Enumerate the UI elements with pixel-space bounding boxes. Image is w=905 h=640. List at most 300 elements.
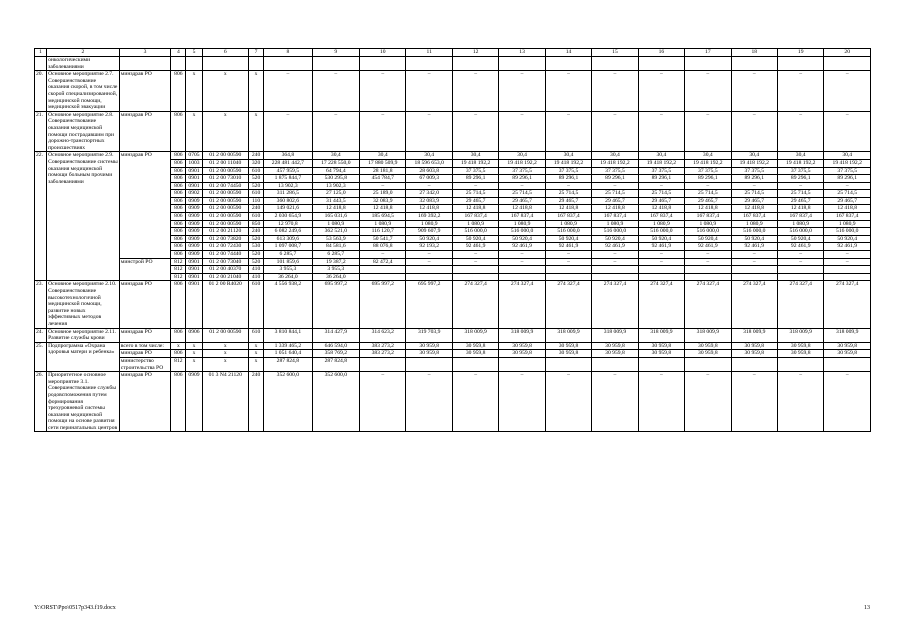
code-cell: 0901 xyxy=(186,182,202,190)
amount-cell: – xyxy=(592,111,638,152)
measure-name: Основное мероприятие 2.9. Совершенствование системы оказания медицинской помощи больным прочими заболеваниями xyxy=(47,152,120,281)
amount-cell: 1 080,9 xyxy=(312,220,359,228)
table-row xyxy=(35,57,871,71)
code-cell: 01 2 00 00590 xyxy=(202,220,248,228)
amount-cell xyxy=(545,266,591,274)
amount-cell: 19 418 192,2 xyxy=(824,159,871,167)
amount-cell: – xyxy=(731,372,777,432)
amount-cell: 18 596 653,0 xyxy=(406,159,452,167)
table-cell xyxy=(119,57,170,71)
code-cell: 01 2 00 00590 xyxy=(202,167,248,175)
amount-cell: 89 296,1 xyxy=(592,175,638,183)
code-cell: 806 xyxy=(171,213,186,221)
table-cell xyxy=(452,57,498,71)
amount-cell: 92 461,9 xyxy=(685,243,731,251)
code-cell: х xyxy=(202,342,248,350)
amount-cell: 25 714,5 xyxy=(638,190,684,198)
code-cell: 806 xyxy=(171,243,186,251)
amount-cell: 1 080,9 xyxy=(360,220,406,228)
code-cell: 520 xyxy=(249,235,264,243)
amount-cell: 37 375,5 xyxy=(638,167,684,175)
table-row xyxy=(35,281,871,328)
amount-cell: 37 375,5 xyxy=(824,167,871,175)
measure-name: Подпрограмма «Охрана здоровья матери и ребенка» xyxy=(47,342,120,371)
code-cell: 0906 xyxy=(186,328,202,342)
amount-cell: – xyxy=(731,111,777,152)
amount-cell: 695 997,2 xyxy=(360,281,406,328)
amount-cell: 30 959,8 xyxy=(638,350,684,358)
table-cell xyxy=(249,57,264,71)
code-cell: 0901 xyxy=(186,167,202,175)
code-cell: 01 2 00 00590 xyxy=(202,190,248,198)
amount-cell: 29 465,7 xyxy=(685,197,731,205)
code-cell: 01 2 00 00590 xyxy=(202,328,248,342)
row-number: 20. xyxy=(35,71,47,112)
code-cell: 01 2 00 72430 xyxy=(202,243,248,251)
amount-cell: 318 009,9 xyxy=(824,328,871,342)
amount-cell: 30,4 xyxy=(360,152,406,160)
code-cell: 01 2 00 74450 xyxy=(202,182,248,190)
amount-cell: 27 342,0 xyxy=(406,190,452,198)
amount-cell: 25 714,5 xyxy=(824,190,871,198)
code-cell: 806 xyxy=(171,182,186,190)
amount-cell: 53 563,9 xyxy=(312,235,359,243)
amount-cell: 19 418 192,2 xyxy=(545,159,591,167)
amount-cell: 30,4 xyxy=(638,152,684,160)
amount-cell: – xyxy=(685,372,731,432)
amount-cell: – xyxy=(638,182,684,190)
row-number: 23. xyxy=(35,281,47,328)
amount-cell xyxy=(685,266,731,274)
table-cell xyxy=(186,57,202,71)
amount-cell: – xyxy=(264,111,312,152)
amount-cell: 167 837,4 xyxy=(452,213,498,221)
table-cell xyxy=(777,57,823,71)
amount-cell: 30,4 xyxy=(592,152,638,160)
code-cell: 0902 xyxy=(186,190,202,198)
amount-cell: 516 000,0 xyxy=(592,228,638,236)
amount-cell: 383 273,2 xyxy=(360,342,406,350)
amount-cell xyxy=(452,357,498,371)
amount-cell: – xyxy=(545,251,591,259)
amount-cell: 92 461,9 xyxy=(452,243,498,251)
code-cell: х xyxy=(202,350,248,358)
code-cell: 610 xyxy=(249,167,264,175)
amount-cell: – xyxy=(592,182,638,190)
amount-cell: 274 327,4 xyxy=(777,281,823,328)
amount-cell: – xyxy=(499,258,545,266)
amount-cell: 30,4 xyxy=(406,152,452,160)
amount-cell: 530 295,8 xyxy=(312,175,359,183)
column-header: 3 xyxy=(119,49,170,57)
budget-table-sheet xyxy=(34,48,871,432)
amount-cell: 457 959,5 xyxy=(264,167,312,175)
code-cell: х xyxy=(202,71,248,112)
amount-cell: 30 959,8 xyxy=(499,350,545,358)
amount-cell xyxy=(545,273,591,281)
code-cell: 0901 xyxy=(186,281,202,328)
amount-cell: – xyxy=(638,372,684,432)
code-cell: х xyxy=(186,342,202,350)
amount-cell: 89 296,1 xyxy=(452,175,498,183)
code-cell: 520 xyxy=(249,182,264,190)
code-cell: 01 2 00 21040 xyxy=(202,273,248,281)
code-cell: 806 xyxy=(171,152,186,160)
amount-cell: – xyxy=(360,111,406,152)
amount-cell xyxy=(360,273,406,281)
amount-cell: – xyxy=(499,372,545,432)
amount-cell: 37 375,5 xyxy=(592,167,638,175)
amount-cell: 1 080,9 xyxy=(452,220,498,228)
code-cell: 520 xyxy=(249,175,264,183)
table-row xyxy=(35,152,871,160)
amount-cell: 28 181,8 xyxy=(360,167,406,175)
executor: минздрав РО xyxy=(119,350,170,358)
amount-cell: 167 837,4 xyxy=(685,213,731,221)
amount-cell: 89 296,1 xyxy=(824,175,871,183)
amount-cell: 12 418,8 xyxy=(452,205,498,213)
amount-cell: 19 387,2 xyxy=(312,258,359,266)
budget-table xyxy=(34,48,871,432)
amount-cell: – xyxy=(824,182,871,190)
column-header: 8 xyxy=(264,49,312,57)
amount-cell: 30 959,8 xyxy=(545,350,591,358)
amount-cell: 12 418,8 xyxy=(312,205,359,213)
amount-cell: – xyxy=(545,111,591,152)
amount-cell: – xyxy=(824,258,871,266)
code-cell: 410 xyxy=(249,273,264,281)
code-cell: 0909 xyxy=(186,197,202,205)
amount-cell: 383 273,2 xyxy=(360,350,406,358)
table-cell xyxy=(499,57,545,71)
measure-name: Приоритетное основное мероприятие 3.1. Совершенствование службы родовспоможения путем формирования трехуровневой системы оказания медицинской помощи на основе развития сети перинатальных центров xyxy=(47,372,120,432)
code-cell: 0909 xyxy=(186,243,202,251)
amount-cell: 274 327,4 xyxy=(499,281,545,328)
table-row xyxy=(35,350,871,358)
code-cell: 240 xyxy=(249,152,264,160)
amount-cell: 37 375,5 xyxy=(777,167,823,175)
column-header: 20 xyxy=(824,49,871,57)
amount-cell: – xyxy=(499,111,545,152)
amount-cell: 32 083,9 xyxy=(406,197,452,205)
column-header: 14 xyxy=(545,49,591,57)
amount-cell: – xyxy=(777,182,823,190)
amount-cell: 1 097 008,7 xyxy=(264,243,312,251)
amount-cell: 19 418 192,2 xyxy=(592,159,638,167)
amount-cell: 30 959,8 xyxy=(777,342,823,350)
code-cell: 812 xyxy=(171,258,186,266)
code-cell: х xyxy=(249,71,264,112)
code-cell: х xyxy=(249,357,264,371)
amount-cell: – xyxy=(360,71,406,112)
amount-cell: 274 327,4 xyxy=(824,281,871,328)
amount-cell xyxy=(406,273,452,281)
code-cell: 806 xyxy=(171,175,186,183)
amount-cell: 516 000,0 xyxy=(777,228,823,236)
amount-cell: 50 920,4 xyxy=(731,235,777,243)
executor: минздрав РО xyxy=(119,111,170,152)
executor: всего в том числе: xyxy=(119,342,170,350)
amount-cell: 19 418 192,2 xyxy=(452,159,498,167)
amount-cell: – xyxy=(452,71,498,112)
amount-cell: 29 465,7 xyxy=(592,197,638,205)
amount-cell: 37 375,5 xyxy=(452,167,498,175)
table-row xyxy=(35,372,871,432)
code-cell: 806 xyxy=(171,372,186,432)
amount-cell xyxy=(452,266,498,274)
amount-cell: 167 837,4 xyxy=(499,213,545,221)
amount-cell: 92 461,9 xyxy=(824,243,871,251)
amount-cell: – xyxy=(685,251,731,259)
code-cell: 806 xyxy=(171,281,186,328)
amount-cell: – xyxy=(592,251,638,259)
amount-cell: – xyxy=(685,71,731,112)
table-row xyxy=(35,258,871,266)
code-cell: 320 xyxy=(249,159,264,167)
amount-cell: 92 461,9 xyxy=(499,243,545,251)
executor: минстрой РО xyxy=(119,258,170,281)
amount-cell: 12 418,8 xyxy=(731,205,777,213)
amount-cell: 30 959,8 xyxy=(685,350,731,358)
amount-cell: – xyxy=(452,111,498,152)
header-row xyxy=(35,49,871,57)
amount-cell: 28 603,8 xyxy=(406,167,452,175)
amount-cell: 89 296,1 xyxy=(499,175,545,183)
amount-cell: 31 443,5 xyxy=(312,197,359,205)
amount-cell: 30 959,8 xyxy=(824,342,871,350)
amount-cell: 30,4 xyxy=(731,152,777,160)
page-number: 13 xyxy=(864,605,870,611)
amount-cell: – xyxy=(824,111,871,152)
amount-cell: – xyxy=(406,182,452,190)
amount-cell: 30,4 xyxy=(685,152,731,160)
amount-cell: 25 714,5 xyxy=(592,190,638,198)
column-header: 7 xyxy=(249,49,264,57)
amount-cell: 3 955,3 xyxy=(312,266,359,274)
amount-cell: 318 009,9 xyxy=(592,328,638,342)
amount-cell: – xyxy=(312,71,359,112)
executor: министерство строительства РО xyxy=(119,357,170,371)
amount-cell: – xyxy=(685,111,731,152)
amount-cell: 274 327,4 xyxy=(592,281,638,328)
amount-cell: 274 327,4 xyxy=(452,281,498,328)
amount-cell: 287 824,8 xyxy=(264,357,312,371)
code-cell: 806 xyxy=(171,251,186,259)
amount-cell: 32 083,9 xyxy=(360,197,406,205)
amount-cell xyxy=(499,266,545,274)
amount-cell xyxy=(638,273,684,281)
amount-cell: 36 264,0 xyxy=(312,273,359,281)
amount-cell: 25 714,5 xyxy=(545,190,591,198)
amount-cell: 314 623,2 xyxy=(360,328,406,342)
code-cell: 0901 xyxy=(186,266,202,274)
executor: минздрав РО xyxy=(119,372,170,432)
amount-cell: 30 959,8 xyxy=(499,342,545,350)
amount-cell: 30,4 xyxy=(312,152,359,160)
amount-cell: – xyxy=(731,71,777,112)
code-cell: 0909 xyxy=(186,228,202,236)
row-number: 22. xyxy=(35,152,47,281)
amount-cell: – xyxy=(824,372,871,432)
amount-cell: 92 461,9 xyxy=(592,243,638,251)
table-cell xyxy=(545,57,591,71)
amount-cell: – xyxy=(452,251,498,259)
code-cell: 806 xyxy=(171,205,186,213)
code-cell: 01 2 00 73040 xyxy=(202,258,248,266)
amount-cell: 13 902,3 xyxy=(312,182,359,190)
amount-cell: – xyxy=(731,182,777,190)
code-cell: 01 2 00 73010 xyxy=(202,175,248,183)
column-header: 10 xyxy=(360,49,406,57)
code-cell: 530 xyxy=(249,243,264,251)
code-cell: 610 xyxy=(249,190,264,198)
amount-cell: 1 080,9 xyxy=(406,220,452,228)
amount-cell: 1 875 844,7 xyxy=(264,175,312,183)
code-cell: 01 2 00 74440 xyxy=(202,251,248,259)
amount-cell: 30,4 xyxy=(452,152,498,160)
code-cell: 0909 xyxy=(186,372,202,432)
column-header: 9 xyxy=(312,49,359,57)
amount-cell: 30 959,8 xyxy=(592,350,638,358)
code-cell: х xyxy=(186,350,202,358)
amount-cell: 646 594,0 xyxy=(312,342,359,350)
amount-cell: 12 418,8 xyxy=(824,205,871,213)
amount-cell: 50 920,4 xyxy=(638,235,684,243)
amount-cell: 30 959,8 xyxy=(685,342,731,350)
code-cell: 812 xyxy=(171,266,186,274)
executor: минздрав РО xyxy=(119,152,170,258)
amount-cell: 89 296,1 xyxy=(545,175,591,183)
amount-cell: 29 465,7 xyxy=(731,197,777,205)
amount-cell: 50 920,4 xyxy=(499,235,545,243)
amount-cell: 167 837,4 xyxy=(545,213,591,221)
amount-cell: 165 031,6 xyxy=(312,213,359,221)
row-number: 25. xyxy=(35,342,47,371)
amount-cell: 19 418 192,2 xyxy=(638,159,684,167)
code-cell: 01 2 00 40370 xyxy=(202,266,248,274)
code-cell: 806 xyxy=(171,220,186,228)
amount-cell xyxy=(731,357,777,371)
amount-cell: – xyxy=(452,372,498,432)
amount-cell xyxy=(824,273,871,281)
amount-cell: – xyxy=(731,251,777,259)
amount-cell: 167 837,4 xyxy=(824,213,871,221)
amount-cell: – xyxy=(360,182,406,190)
amount-cell: 92 461,9 xyxy=(545,243,591,251)
column-header: 1 xyxy=(35,49,47,57)
amount-cell: 516 000,0 xyxy=(824,228,871,236)
amount-cell: 37 375,5 xyxy=(731,167,777,175)
code-cell: х xyxy=(202,111,248,152)
footer-file-path: Y:\ORST\Ppo\0517p343.f19.docx xyxy=(34,605,116,611)
amount-cell xyxy=(499,273,545,281)
amount-cell: 29 465,7 xyxy=(824,197,871,205)
amount-cell: 3 810 844,1 xyxy=(264,328,312,342)
amount-cell xyxy=(731,266,777,274)
amount-cell: 149 021,6 xyxy=(264,205,312,213)
table-cell xyxy=(638,57,684,71)
amount-cell: 1 080,9 xyxy=(731,220,777,228)
amount-cell: 30 959,8 xyxy=(731,342,777,350)
amount-cell: 516 000,0 xyxy=(731,228,777,236)
code-cell: 01 2 00 00590 xyxy=(202,152,248,160)
table-row xyxy=(35,328,871,342)
amount-cell: 50 920,4 xyxy=(545,235,591,243)
amount-cell xyxy=(406,357,452,371)
amount-cell: 185 694,5 xyxy=(360,213,406,221)
amount-cell: 318 009,9 xyxy=(452,328,498,342)
code-cell: 806 xyxy=(171,228,186,236)
code-cell: 240 xyxy=(249,205,264,213)
amount-cell xyxy=(592,273,638,281)
code-cell: 806 xyxy=(171,190,186,198)
code-cell: 806 xyxy=(171,197,186,205)
amount-cell: 3 955,3 xyxy=(264,266,312,274)
amount-cell: – xyxy=(685,258,731,266)
code-cell: 0901 xyxy=(186,273,202,281)
amount-cell: 909 607,9 xyxy=(406,228,452,236)
amount-cell: 12 970,8 xyxy=(264,220,312,228)
amount-cell: – xyxy=(406,372,452,432)
code-cell: х xyxy=(249,111,264,152)
executor: минздрав РО xyxy=(119,71,170,112)
amount-cell: 318 009,9 xyxy=(638,328,684,342)
amount-cell xyxy=(777,266,823,274)
table-row xyxy=(35,111,871,152)
amount-cell: 1 080,9 xyxy=(638,220,684,228)
amount-cell: 12 418,8 xyxy=(360,205,406,213)
code-cell: 0909 xyxy=(186,235,202,243)
code-cell: 806 xyxy=(171,159,186,167)
amount-cell: 92 461,9 xyxy=(638,243,684,251)
amount-cell: 50 920,4 xyxy=(777,235,823,243)
table-cell xyxy=(824,57,871,71)
amount-cell: 50 920,4 xyxy=(592,235,638,243)
amount-cell: 169 392,2 xyxy=(406,213,452,221)
amount-cell: 274 327,4 xyxy=(545,281,591,328)
amount-cell xyxy=(824,357,871,371)
amount-cell: 516 000,0 xyxy=(452,228,498,236)
amount-cell: 89 296,1 xyxy=(777,175,823,183)
amount-cell: 30 959,8 xyxy=(545,342,591,350)
code-cell: х xyxy=(186,71,202,112)
table-row xyxy=(35,342,871,350)
amount-cell: 364,8 xyxy=(264,152,312,160)
amount-cell: 358 769,2 xyxy=(312,350,359,358)
amount-cell: – xyxy=(264,71,312,112)
amount-cell: 30 959,8 xyxy=(777,350,823,358)
amount-cell: 12 418,8 xyxy=(499,205,545,213)
amount-cell: 613 309,6 xyxy=(264,235,312,243)
amount-cell: – xyxy=(685,182,731,190)
amount-cell: 12 418,8 xyxy=(685,205,731,213)
measure-name: Основное мероприятие 2.7. Совершенствование оказания скорой, в том числе скорой специализированной, медицинской помощи, медицинской эвакуации xyxy=(48,71,118,111)
table-cell xyxy=(35,57,47,71)
column-header: 15 xyxy=(592,49,638,57)
code-cell: 520 xyxy=(249,251,264,259)
code-cell: 806 xyxy=(171,235,186,243)
amount-cell: – xyxy=(545,258,591,266)
code-cell: 806 xyxy=(171,167,186,175)
amount-cell: 1 080,9 xyxy=(499,220,545,228)
code-cell: 0901 xyxy=(186,258,202,266)
amount-cell: 29 465,7 xyxy=(638,197,684,205)
amount-cell: 116 120,7 xyxy=(360,228,406,236)
table-row xyxy=(35,71,871,112)
amount-cell xyxy=(592,357,638,371)
amount-cell: 318 009,9 xyxy=(545,328,591,342)
code-cell: 01 2 00 00590 xyxy=(202,205,248,213)
